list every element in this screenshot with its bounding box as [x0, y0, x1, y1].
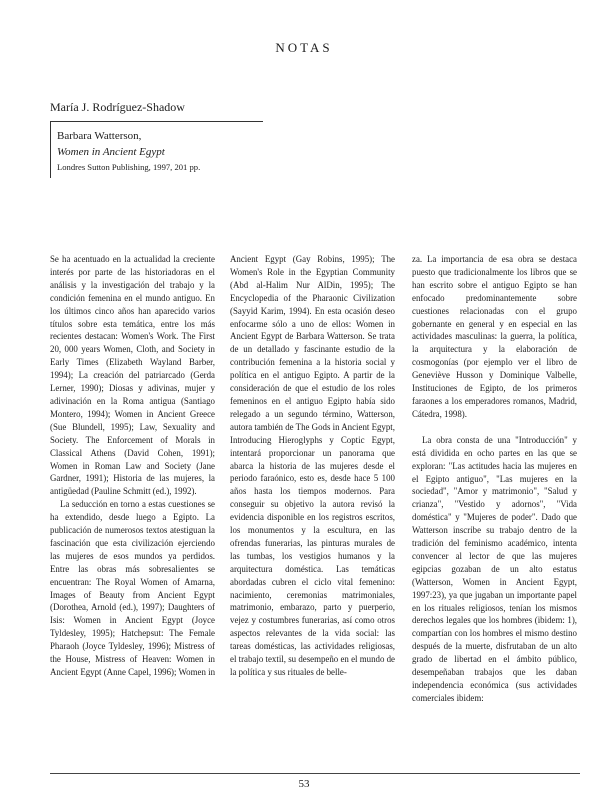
page-number: 53 — [298, 778, 310, 790]
book-publication: Londres Sutton Publishing, 1997, 201 pp. — [57, 162, 201, 172]
book-reference — [51, 122, 263, 174]
paragraph: Se ha acentuado en la actualidad la creciente interés por parte de las historiadoras en el análisis y la investigación del trabajo y la condición femenina en el mundo antiguo. En los últimos cinco años han aparecido varios títulos sobre esta temática, entre los más recientes destacan: Women's Work. The First 20, 000 years Women, Cloth, and Society in Early Times (Elizabeth Wayland Barber, 1994); La creación del patriarcado (Gerda Lerner, 1990); Diosas y adivinas, mujer y adivinación en la Roma antigua (Santiago Montero, 1994); Women in Ancient Greece (Sue Blundell, 1995); Law, Sexuality and Society. The Enforcement of Morals in Classical Athens (David Cohen, 1991); Women in Roman Law and Society (Jane Gardner, 1991); Historia de las mujeres, la antigüedad (Pauline Schmitt (ed.), 1992). — [50, 254, 215, 497]
paragraph: La obra consta de una "Introducción" y está dividida en ocho partes en las que se exploran: "Las actitudes hacia las mujeres en el Egipto antiguo", "Las mujeres en la sociedad", "Amor y matrimonio", "Salud y crianza", "Vestido y adornos", "Vida doméstica" y "Mujeres de poder". Dado que Watterson inscribe su trabajo dentro de la tradición del feminismo académico, intenta convencer al lector de que las mujeres egipcias gozaban de un alto estatus (Watterson, Women in Ancient Egypt, 1997:23), ya que jugaban un importante papel en los rituales religiosos, tenían los mismos derechos legales que los hombres (ibidem: 1), compartían con los hombres el mismo destino después de la muerte, disfrutaban de un alto grado de libertad en el ámbito público, desempeñaban trabajos que les daban independencia económica (sus actividades comerciales ibidem: — [412, 434, 577, 703]
book-reference-box — [50, 121, 263, 178]
reviewer-name: María J. Rodríguez-Shadow — [50, 100, 185, 114]
text-column-1 — [50, 253, 215, 715]
text-column-2 — [230, 253, 395, 715]
section-title: NOTAS — [275, 40, 333, 55]
text-column-3 — [412, 253, 577, 715]
book-author: Barbara Watterson, — [57, 130, 142, 142]
paragraph: La seducción en torno a estas cuestiones se ha extendido, desde luego a Egipto. La publicación de numerosos textos atestiguan la fascinación que esta civilización ejerciendo las mujeres de esos mundos ya perdidos. Entre las obras más sobresalientes se encuentran: The Royal Women of Amarna, Images of Beauty from Ancient Egypt (Dorothea, Arnold (ed.), 1997); Daughters of Isis: Women in Ancient Egypt (Joyce Tyldesley, 1995); Hatchepsut: The Female Pharaoh (Joyce Tyldesley, 1996); Mistress of the House, Mistress of Heaven: Women in Ancient Egypt (Anne Capel, 1996); Women in — [50, 499, 215, 677]
book-title: Women in Ancient Egypt — [57, 146, 165, 158]
paragraph: za. La importancia de esa obra se destaca puesto que tradicionalmente los libros que se han escrito sobre el antiguo Egipto se han enfocado predominantemente sobre cuestiones relacionadas con el grupo gobernante en general y en especial en las actividades masculinas: la guerra, la política, la arquitectura y la elaboración de cosmogonías (por ejemplo ver el libro de Geneviève Husson y Dominique Valbelle, Instituciones de Egipto, de los primeros faraones a los emperadores romanos, Madrid, Cátedra, 1998). — [412, 254, 577, 419]
paragraph: Ancient Egypt (Gay Robins, 1995); The Women's Role in the Egyptian Community (Abd al-Halim Nur AlDin, 1995); The Encyclopedia of the Pharaonic Civilization (Sayyid Karim, 1994). En esta ocasión deseo enfocarme sólo a uno de ellos: Women in Ancient Egypt de Barbara Watterson. Se trata de un detallado y fascinante estudio de la contribución femenina a la historia social y política en el antiguo Egipto. A partir de la consideración de que el estudio de los roles femeninos en el antiguo Egipto había sido relegado a un segundo término, Watterson, autora también de The Gods in Ancient Egypt, Introducing Hieroglyphs y Coptic Egypt, intentará proporcionar un panorama que abarca la historia de las mujeres desde el periodo faraónico, esto es, desde hace 5 100 años hasta los tiempos modernos. Para conseguir su objetivo la autora revisó la evidencia disponible en los registros escritos, los monumentos y la escultura, en las ofrendas funerarias, las pinturas murales de las tumbas, los vestigios humanos y la arquitectura doméstica. Las temáticas abordadas cubren el ciclo vital femenino: nacimiento, ceremonias matrimoniales, matrimonio, embarazo, parto y puerperio, vejez y costumbres funerarias, así como otros aspectos relevantes de la vida social: las tareas domésticas, las actividades religiosas, el trabajo textil, su desempeño en el mundo de la política y sus rituales de belle- — [230, 254, 395, 677]
footer-rule — [50, 773, 580, 774]
